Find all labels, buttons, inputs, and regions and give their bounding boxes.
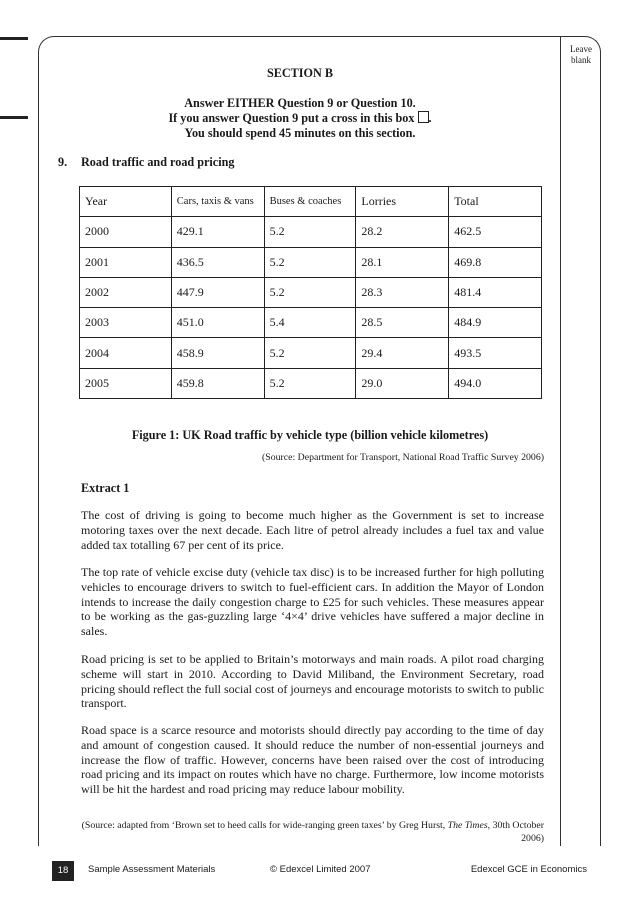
question-number: 9. xyxy=(58,155,68,169)
table-row xyxy=(80,217,542,247)
header-lorries: Lorries xyxy=(356,187,449,217)
cell-buses: 5.2 xyxy=(264,277,356,307)
header-total: Total xyxy=(449,187,542,217)
crop-mark-bottom xyxy=(0,116,28,119)
extract-paragraph-2: The top rate of vehicle excise duty (vehicle tax disc) is to be increased further for high polluting vehicles to encourage drivers to switch to fuel-efficient cars. In addition the Mayor of London intends to increase the daily congestion charge to £25 for such vehicles. These measures appear to be working as the gas-guzzling large ‘4×4’ drive vehicles have suffered a major decline in sales. xyxy=(81,565,544,639)
footer-left: Sample Assessment Materials xyxy=(88,864,216,875)
leave-blank-label: Leave blank xyxy=(570,44,592,65)
cell-year: 2004 xyxy=(80,338,172,368)
leave-blank-divider xyxy=(560,36,561,846)
header-buses: Buses & coaches xyxy=(264,187,356,217)
cell-cars: 459.8 xyxy=(171,368,264,398)
cell-cars: 458.9 xyxy=(171,338,264,368)
page-footer xyxy=(52,858,587,884)
extract-title: Extract 1 xyxy=(81,481,130,495)
cell-total: 494.0 xyxy=(449,368,542,398)
instruction-line-1: Answer EITHER Question 9 or Question 10. xyxy=(184,96,416,110)
table-header-row xyxy=(80,187,542,217)
cell-total: 481.4 xyxy=(449,277,542,307)
cell-cars: 447.9 xyxy=(171,277,264,307)
instruction-line-3: You should spend 45 minutes on this section. xyxy=(184,126,416,140)
extract-source-publication: The Times xyxy=(447,820,488,831)
road-traffic-table xyxy=(79,186,542,399)
extract-paragraph-3: Road pricing is set to be applied to Britain’s motorways and main roads. A pilot road charging scheme will start in 2010. According to David Miliband, the Environment Secretary, road pricing should reflect the full social cost of journeys and encourage motorists to switch to public transport. xyxy=(81,652,544,711)
footer-center: © Edexcel Limited 2007 xyxy=(270,864,371,875)
section-title: SECTION B xyxy=(266,66,334,80)
extract-source xyxy=(70,820,544,845)
page-number: 18 xyxy=(52,861,74,881)
cell-buses: 5.2 xyxy=(264,217,356,247)
table-row xyxy=(80,368,542,398)
header-cars: Cars, taxis & vans xyxy=(171,187,264,217)
cell-lorries: 28.3 xyxy=(356,277,449,307)
table-row xyxy=(80,277,542,307)
table-row xyxy=(80,338,542,368)
instruction-line-2-end: . xyxy=(428,111,432,125)
cell-buses: 5.2 xyxy=(264,368,356,398)
cell-lorries: 29.0 xyxy=(356,368,449,398)
cross-box[interactable] xyxy=(418,111,429,123)
cell-lorries: 28.1 xyxy=(356,247,449,277)
extract-paragraph-4: Road space is a scarce resource and motorists should directly pay according to the time of day and amount of congestion caused. It should reduce the number of non-essential journeys and increase the flow of traffic. However, concerns have been raised over the cost of introducing road pricing and its impact on routes which have no charge. Furthermore, low income motorists will be hit the hardest and road pricing may reduce labour mobility. xyxy=(81,723,544,797)
cell-year: 2001 xyxy=(80,247,172,277)
question-title: Road traffic and road pricing xyxy=(81,155,235,169)
header-year: Year xyxy=(80,187,172,217)
table-row xyxy=(80,308,542,338)
table-row xyxy=(80,247,542,277)
cell-cars: 451.0 xyxy=(171,308,264,338)
cell-total: 469.8 xyxy=(449,247,542,277)
cell-lorries: 28.5 xyxy=(356,308,449,338)
cell-total: 493.5 xyxy=(449,338,542,368)
extract-source-suffix: , 30th October 2006) xyxy=(487,820,544,844)
cell-cars: 429.1 xyxy=(171,217,264,247)
cell-total: 484.9 xyxy=(449,308,542,338)
cell-cars: 436.5 xyxy=(171,247,264,277)
crop-mark-top xyxy=(0,37,28,40)
cell-buses: 5.2 xyxy=(264,247,356,277)
cell-year: 2005 xyxy=(80,368,172,398)
footer-right: Edexcel GCE in Economics xyxy=(470,864,587,875)
cell-year: 2000 xyxy=(80,217,172,247)
cell-buses: 5.4 xyxy=(264,308,356,338)
figure-caption: Figure 1: UK Road traffic by vehicle type (billion vehicle kilometres) xyxy=(131,428,489,442)
instruction-line-2-text: If you answer Question 9 put a cross in this box xyxy=(168,111,415,125)
cell-year: 2003 xyxy=(80,308,172,338)
cell-buses: 5.2 xyxy=(264,338,356,368)
cell-lorries: 29.4 xyxy=(356,338,449,368)
extract-paragraph-1: The cost of driving is going to become much higher as the Government is set to increase motoring taxes over the next decade. Each litre of petrol already includes a fuel tax and value added tax totalling 67 per cent of its price. xyxy=(81,508,544,552)
cell-lorries: 28.2 xyxy=(356,217,449,247)
figure-source: (Source: Department for Transport, National Road Traffic Survey 2006) xyxy=(262,452,544,463)
instruction-line-2 xyxy=(40,111,560,126)
cell-total: 462.5 xyxy=(449,217,542,247)
extract-source-prefix: (Source: adapted from ‘Brown set to heed calls for wide-ranging green taxes’ by Greg Hurst, xyxy=(81,820,448,831)
cell-year: 2002 xyxy=(80,277,172,307)
